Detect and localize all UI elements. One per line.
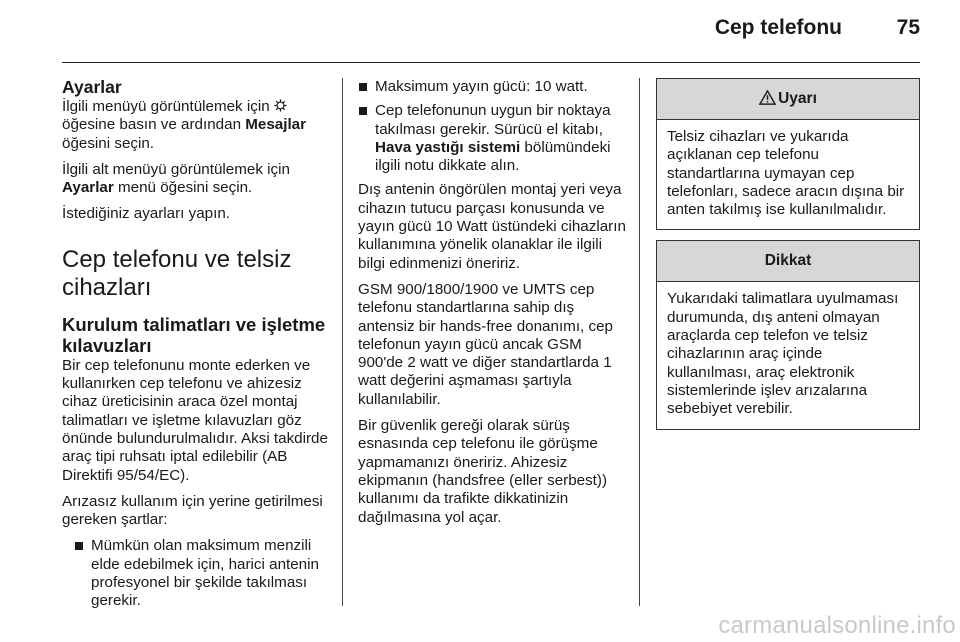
warning-text: Telsiz cihazları ve yukarıda açıklanan cep telefonu standartlarına uymayan cep telefonları, sadece aracın dışına bir anten takılmış ise kullanılmalıdır. [667,128,905,219]
text: bölümündeki ilgili notu dikkate alın. [375,138,611,175]
watermark: carmanualsonline.info [718,612,956,639]
warning-title [657,79,919,120]
page-header [62,0,920,63]
list-item: Mümkün olan maksimum menzili elde edebilmek için, harici antenin profesyonel bir şekilde takılması gerekir. [74,537,330,610]
text: Uyarı [778,90,817,107]
bold-term: Hava yastığı sistemi [375,138,521,156]
text: İlgili alt menüyü görüntülemek için [62,160,290,178]
paragraph: Bir güvenlik gereği olarak sürüş esnasında cep telefonu ile görüşme yapmamanızı öneririz. Ahizesiz ekipmanın (handsfree (eller serbest)) kullanımı da trafikte dikkatinizin dağılmasına yol açar. [358,417,608,526]
column-middle [358,78,626,535]
caution-box [656,240,920,429]
text: öğesine basın ve ardından [62,116,246,134]
paragraph: Dış antenin öngörülen montaj yeri veya cihazın tutucu parçası konusunda ve yayın gücü 10 Watt üstündeki cihazların kullanımına yönelik olanaklar ile ilgili bilgi edinmenizi öneririz. [358,181,626,272]
warning-icon [759,81,776,121]
text: öğesini seçin. [62,134,155,152]
column-right [656,78,920,440]
settings-heading: Ayarlar [62,77,122,97]
paragraph: Arızasız kullanım için yerine getirilmesi gereken şartlar: [62,492,323,529]
header-title: Cep telefonu [714,16,842,39]
bold-term: Mesajlar [245,116,307,134]
page-number: 75 [896,16,920,39]
caution-title: Dikkat [657,241,919,282]
caution-text: Yukarıdaki talimatlara uyulmaması durumunda, dış anteni olmayan araçlarda cep telefon ve telsiz cihazlarının araç içinde kullanılması, araç elektronik sistemlerinde işlev arızalarına sebebiyet verebilir. [667,290,899,418]
section-title: Cep telefonu ve telsiz cihazları [62,245,292,301]
warning-box [656,78,920,230]
paragraph [62,98,330,153]
column-divider [342,78,343,606]
paragraph: Bir cep telefonunu monte ederken ve kullanırken cep telefonu ve ahizesiz cihaz üreticisinin araca özel montaj talimatları ve işletme kılavuzları göz önünde bulundurulmalıdır. Aksi takdirde araç tipi ruhsatı iptal edilebilir (AB Direktifi 95/54/EC). [62,356,328,484]
paragraph: İstediğiniz ayarları yapın. [62,205,230,223]
paragraph: GSM 900/1800/1900 ve UMTS cep telefonu standartlarına sahip dış antensiz bir hands-free donanımı, cep telefonun yayın gücü ancak GSM 900'de 2 watt ve diğer standartlarda 1 watt değerini aşmaması şartıyla kullanılabilir. [358,280,613,408]
bullet-list [358,78,626,175]
paragraph [62,161,330,198]
text: Cep telefonunun uygun bir noktaya takılması gerekir. Sürücü el kitabı, [375,102,611,138]
column-divider [639,78,640,606]
bullet-list [74,537,330,610]
column-left [62,78,330,617]
text: İlgili menüyü görüntülemek için [62,98,274,115]
text: menü öğesini seçin. [113,179,253,197]
list-item [358,102,626,175]
list-item: Maksimum yayın gücü: 10 watt. [358,78,626,96]
settings-icon [274,98,287,115]
subsection-title: Kurulum talimatları ve işletme kılavuzları [62,313,326,356]
bold-term: Ayarlar [62,179,114,197]
